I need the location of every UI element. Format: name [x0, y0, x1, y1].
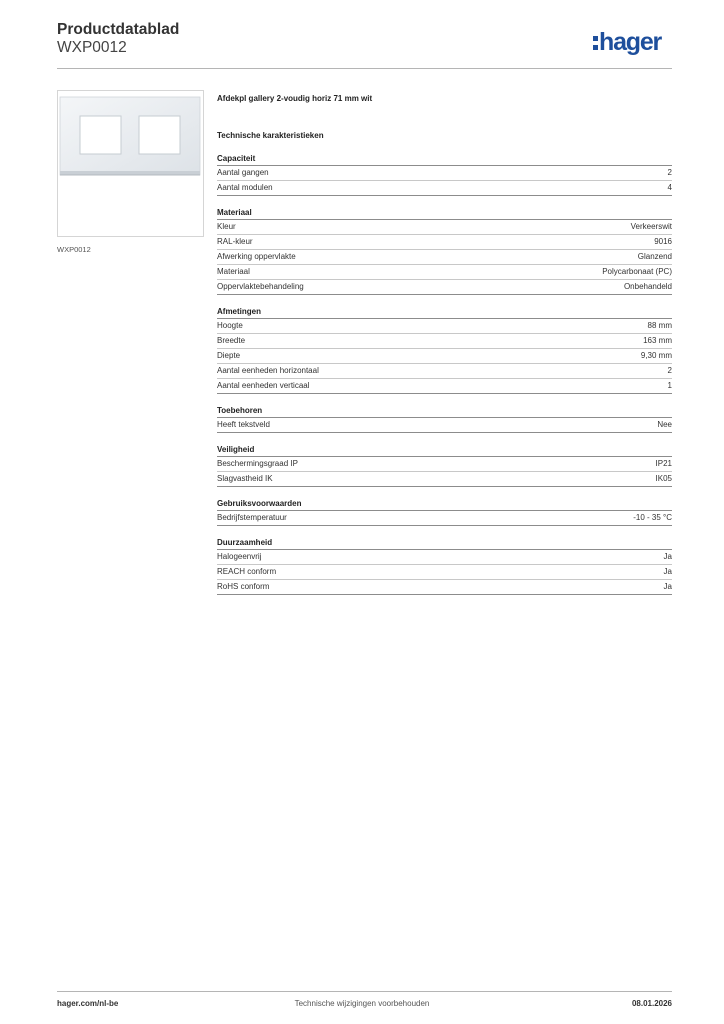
spec-value: -10 - 35 °C [633, 513, 672, 522]
spec-value: 2 [667, 168, 672, 177]
spec-row [217, 472, 672, 487]
tech-characteristics-heading: Technische karakteristieken [217, 131, 324, 140]
spec-label: REACH conform [217, 567, 277, 576]
spec-row [217, 334, 672, 349]
page-title: Productdatablad [57, 21, 180, 38]
spec-row [217, 457, 672, 472]
spec-row [217, 418, 672, 433]
spec-value: Onbehandeld [623, 282, 672, 291]
spec-value: 9016 [654, 237, 672, 246]
spec-label: Heeft tekstveld [217, 420, 270, 429]
spec-value: 9,30 mm [640, 351, 672, 360]
spec-value: IK05 [655, 474, 672, 483]
spec-row [217, 550, 672, 565]
spec-value: IP21 [655, 459, 672, 468]
section-title: Capaciteit [217, 153, 672, 166]
spec-label: RAL-kleur [217, 237, 253, 246]
spec-section-veiligheid [217, 444, 672, 487]
spec-label: Aantal modulen [217, 183, 273, 192]
spec-label: Materiaal [217, 267, 250, 276]
spec-row [217, 265, 672, 280]
logo-mark-icon [593, 36, 598, 50]
spec-value: Polycarbonaat (PC) [602, 267, 672, 276]
spec-row [217, 364, 672, 379]
cover-plate-image [58, 91, 203, 236]
spec-value: Ja [663, 552, 672, 561]
spec-label: Afwerking oppervlakte [217, 252, 296, 261]
spec-label: Oppervlaktebehandeling [217, 282, 304, 291]
spec-area [217, 93, 672, 595]
section-title: Veiligheid [217, 444, 672, 457]
spec-value: Ja [663, 582, 672, 591]
spec-value: Verkeerswit [630, 222, 672, 231]
spec-label: Beschermingsgraad IP [217, 459, 298, 468]
spec-row [217, 565, 672, 580]
product-code: WXP0012 [57, 39, 127, 56]
spec-section-duurzaamheid [217, 537, 672, 595]
product-image [57, 90, 204, 237]
spec-value: 1 [667, 381, 672, 390]
logo-text: hager [599, 27, 662, 56]
spec-label: Bedrijfstemperatuur [217, 513, 287, 522]
spec-section-capaciteit [217, 153, 672, 196]
spec-label: Breedte [217, 336, 246, 345]
spec-row [217, 220, 672, 235]
spec-label: Slagvastheid IK [217, 474, 273, 483]
spec-label: Kleur [217, 222, 236, 231]
spec-label: Aantal eenheden verticaal [217, 381, 310, 390]
section-title: Duurzaamheid [217, 537, 672, 550]
footer-website-link[interactable]: hager.com/nl-be [57, 999, 119, 1008]
spec-row [217, 379, 672, 394]
spec-value: 163 mm [643, 336, 672, 345]
spec-section-materiaal [217, 207, 672, 295]
footer-notice: Technische wijzigingen voorbehouden [294, 999, 430, 1008]
product-name: Afdekpl gallery 2-voudig horiz 71 mm wit [217, 94, 373, 103]
spec-value: Ja [663, 567, 672, 576]
spec-row [217, 235, 672, 250]
section-title: Toebehoren [217, 405, 672, 418]
spec-row [217, 181, 672, 196]
spec-section-gebruiksvoorwaarden [217, 498, 672, 526]
spec-label: Aantal gangen [217, 168, 269, 177]
spec-row [217, 349, 672, 364]
spec-label: Halogeenvrij [217, 552, 262, 561]
spec-section-toebehoren [217, 405, 672, 433]
product-image-caption: WXP0012 [57, 245, 91, 254]
spec-value: Nee [657, 420, 672, 429]
spec-value: 4 [667, 183, 672, 192]
spec-row [217, 511, 672, 526]
section-title: Afmetingen [217, 306, 672, 319]
section-title: Gebruiksvoorwaarden [217, 498, 672, 511]
spec-label: Hoogte [217, 321, 243, 330]
header-divider [57, 68, 672, 69]
spec-label: Diepte [217, 351, 241, 360]
spec-row [217, 250, 672, 265]
spec-row [217, 280, 672, 295]
spec-row [217, 319, 672, 334]
spec-row [217, 580, 672, 595]
footer-divider [57, 991, 672, 992]
spec-section-afmetingen [217, 306, 672, 394]
spec-value: 88 mm [647, 321, 672, 330]
spec-label: Aantal eenheden horizontaal [217, 366, 319, 375]
spec-row [217, 166, 672, 181]
footer-date: 08.01.2026 [631, 999, 672, 1008]
spec-label: RoHS conform [217, 582, 270, 591]
spec-value: 2 [667, 366, 672, 375]
spec-value: Glanzend [637, 252, 672, 261]
hager-logo[interactable] [593, 27, 661, 57]
section-title: Materiaal [217, 207, 672, 220]
